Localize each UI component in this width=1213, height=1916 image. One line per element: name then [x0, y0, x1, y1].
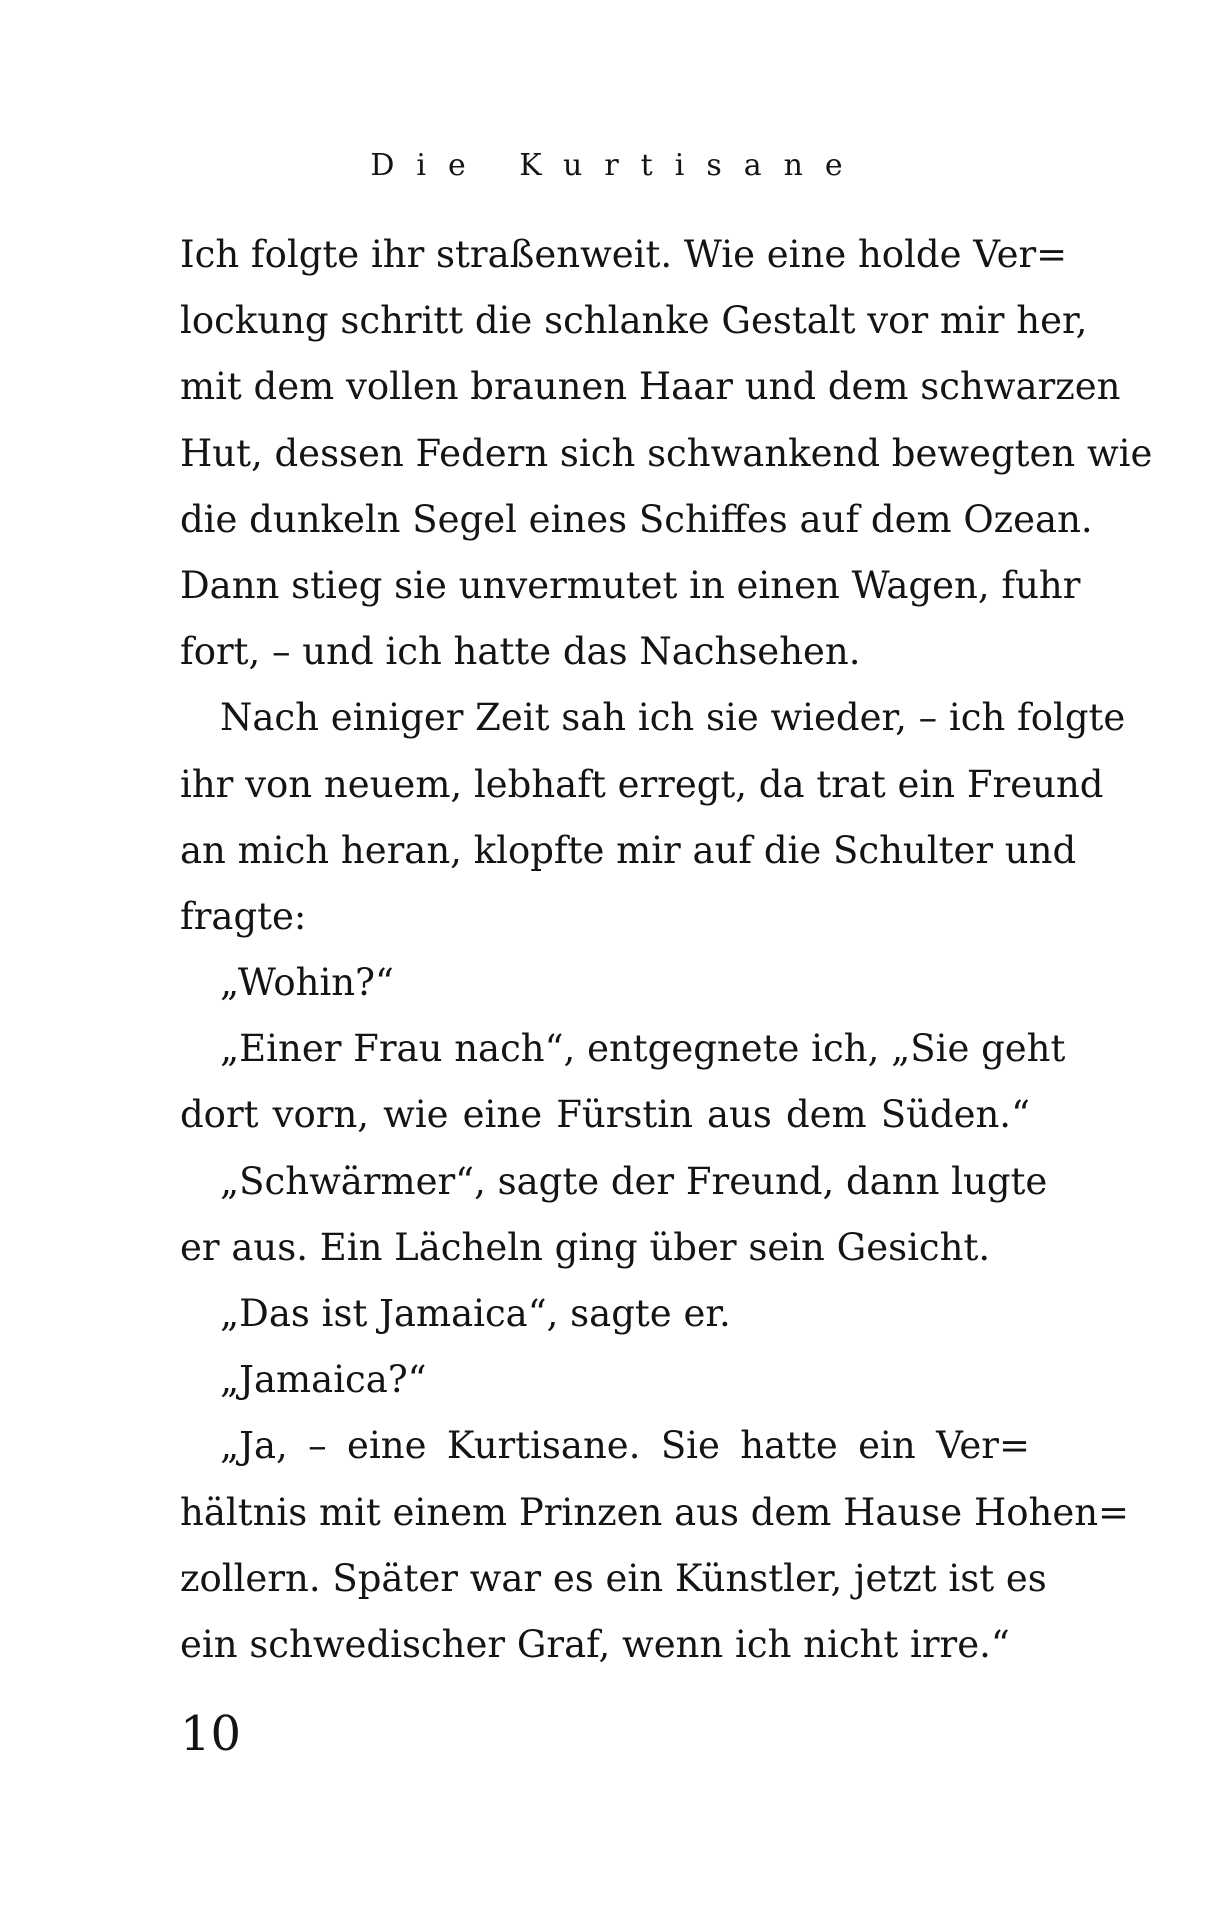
body-text [180, 222, 1153, 1678]
text-line: fort, – und ich hatte das Nachsehen. [180, 630, 861, 674]
text-line: mit dem vollen braunen Haar und dem schwarzen [180, 365, 1121, 409]
text-line: hältnis mit einem Prinzen aus dem Hause Hohen= [180, 1490, 1130, 1534]
running-header: Die Kurtisane [370, 148, 865, 183]
text-line: dort vorn, wie eine Fürstin aus dem Süden.“ [180, 1093, 1030, 1137]
text-line: ihr von neuem, lebhaft erregt, da trat ein Freund [180, 762, 1104, 806]
text-line: an mich heran, klopfte mir auf die Schulter und [180, 828, 1077, 872]
text-line: „Das ist Jamaica“, sagte er. [220, 1292, 731, 1335]
text-line: „Ja, – eine Kurtisane. Sie hatte ein Ver= [220, 1424, 1030, 1468]
text-line: „Schwärmer“, sagte der Freund, dann lugte [220, 1159, 1048, 1203]
text-line: er aus. Ein Lächeln ging über sein Gesicht. [180, 1225, 991, 1269]
text-line: die dunkeln Segel eines Schiffes auf dem Ozean. [180, 497, 1093, 541]
text-line: Nach einiger Zeit sah ich sie wieder, – ich folgte [220, 696, 1126, 740]
text-line: lockung schritt die schlanke Gestalt vor mir her, [180, 299, 1088, 343]
text-line: „Jamaica?“ [220, 1358, 427, 1402]
text-line: zollern. Später war es ein Künstler, jetzt ist es [180, 1556, 1047, 1600]
page-number: 10 [180, 1706, 242, 1762]
text-line: Ich folgte ihr straßenweit. Wie eine holde Ver= [180, 233, 1068, 276]
text-line: fragte: [180, 894, 307, 938]
text-line: ein schwedischer Graf, wenn ich nicht irre.“ [180, 1622, 1010, 1666]
text-line: Hut, dessen Federn sich schwankend bewegten wie [180, 431, 1153, 475]
text-line: Dann stieg sie unvermutet in einen Wagen, fuhr [180, 563, 1081, 607]
text-line: „Wohin?“ [220, 961, 394, 1005]
text-line: „Einer Frau nach“, entgegnete ich, „Sie geht [220, 1027, 1066, 1071]
